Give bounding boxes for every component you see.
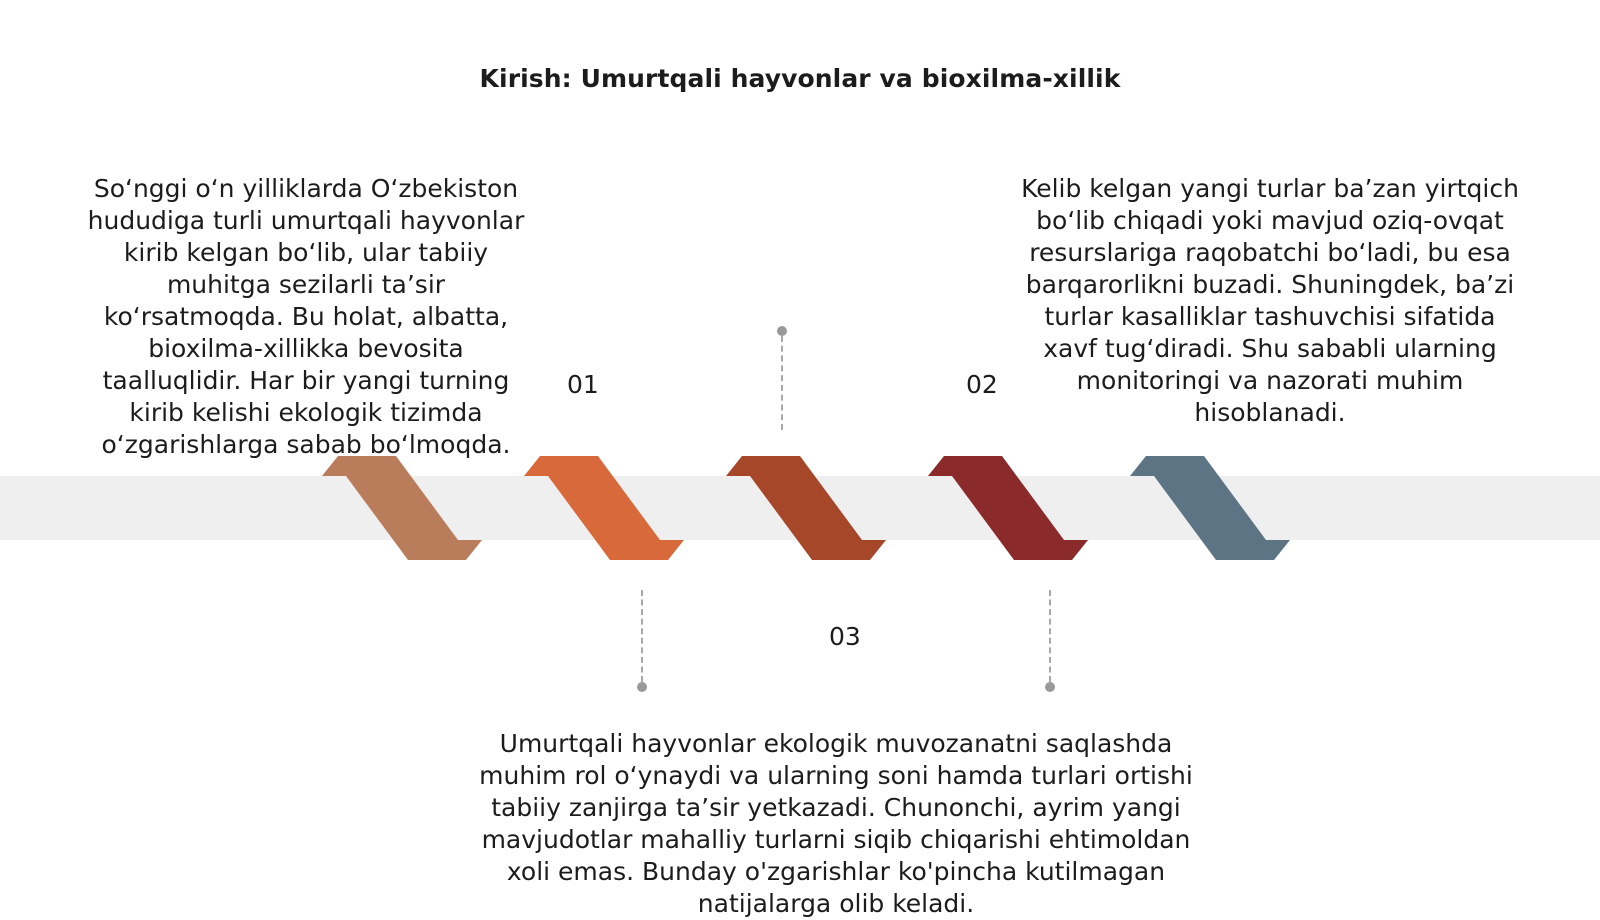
slide-title: Kirish: Umurtqali hayvonlar va bioxilma-xillik [479,64,1121,93]
chevron-4 [928,456,1088,560]
connector-dot-bottom-left [637,682,647,692]
chevron-3 [726,456,886,560]
connector-line-bottom-right [1049,590,1051,682]
step-1-text: So‘nggi o‘n yilliklarda O‘zbekiston hududiga turli umurtqali hayvonlar kirib kelgan bo‘lib, ular tabiiy muhitga sezilarli ta’sir ko‘rsatmoqda. Bu holat, albatta, bioxilma-xillikka bevosita taalluqlidir. Har bir yangi turning kirib kelishi ekologik tizimda o‘zgarishlarga sabab bo‘lmoqda. [87,174,525,459]
connector-dot-bottom-right [1045,682,1055,692]
step-2-text: Kelib kelgan yangi turlar ba’zan yirtqich bo‘lib chiqadi yoki mavjud oziq-ovqat resurslariga raqobatchi bo‘ladi, bu esa barqarorlikni buzadi. Shuningdek, ba’zi turlar kasalliklar tashuvchisi sifatida xavf tug‘diradi. Shu sababli ularning monitoringi va nazorati muhim hisoblanadi. [1021,174,1519,427]
chevron-1 [322,456,482,560]
connector-line-bottom-left [641,590,643,682]
chevron-5 [1130,456,1290,560]
step-3-text: Umurtqali hayvonlar ekologik muvozanatni saqlashda muhim rol o‘ynaydi va ularning soni hamda turlari ortishi tabiiy zanjirga ta’sir yetkazadi. Chunonchi, ayrim yangi mavjudotlar mahalliy turlarni siqib chiqarishi ehtimoldan xoli emas. Bunday o'zgarishlar ko'pincha kutilmagan natijalarga olib keladi. [479,729,1193,918]
connector-dot-top [777,326,787,336]
step-2-number: 02 [966,370,998,399]
step-1-number: 01 [567,370,599,399]
connector-line-top [781,336,783,430]
chevron-2 [524,456,684,560]
step-3-number: 03 [829,622,861,651]
